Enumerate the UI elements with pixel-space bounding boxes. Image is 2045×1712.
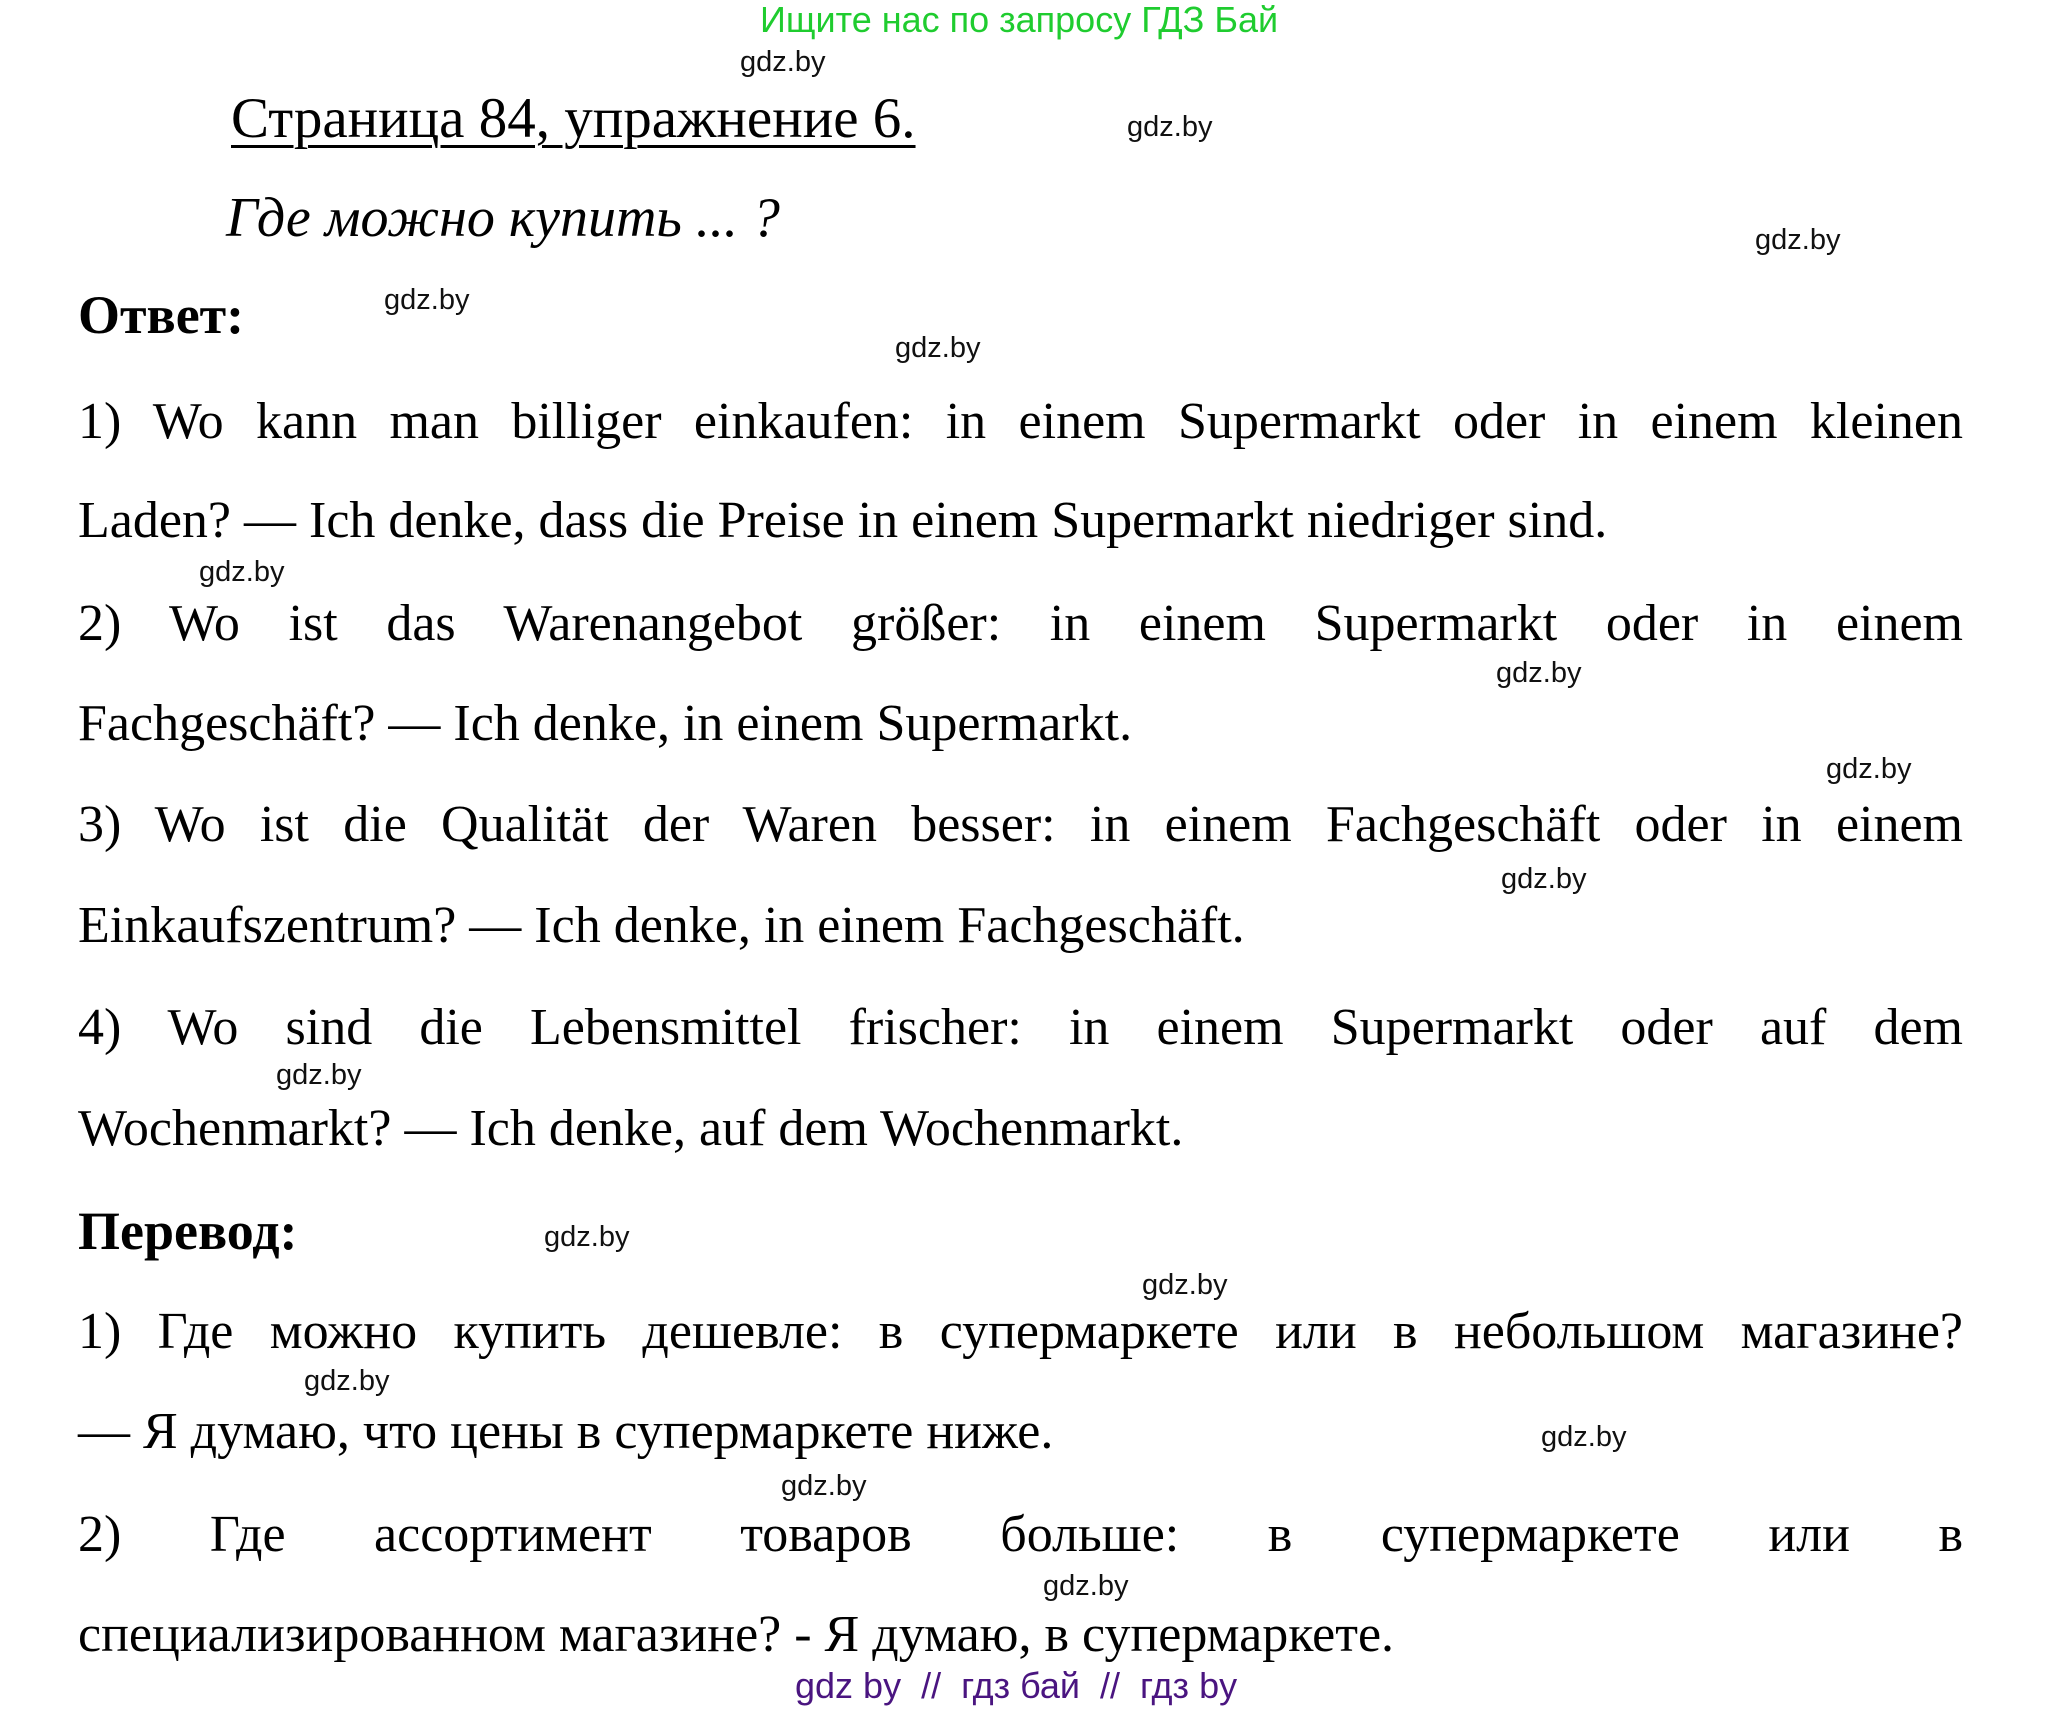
answer-line: 1) Wo kann man billiger einkaufen: in einem Supermarkt oder in einem kleinen [78,393,1963,450]
watermark: gdz.by [304,1365,390,1397]
watermark: gdz.by [199,556,285,588]
exercise-subtitle: Где можно купить ... ? [226,187,780,249]
watermark: gdz.by [1826,753,1912,785]
answer-line: Fachgeschäft? — Ich denke, in einem Supermarkt. [78,695,1133,752]
answer-line: Einkaufszentrum? — Ich denke, in einem Fachgeschäft. [78,897,1245,954]
watermark: gdz.by [1496,657,1582,689]
footer-watermark: gdz by // гдз бай // гдз by [795,1665,1238,1706]
answer-heading: Ответ: [78,285,245,345]
translation-line: 1) Где можно купить дешевле: в супермаркете или в небольшом магазине? [78,1303,1963,1360]
watermark: gdz.by [1755,224,1841,256]
watermark: gdz.by [895,332,981,364]
watermark: gdz.by [740,46,826,78]
translation-line: 2) Где ассортимент товаров больше: в супермаркете или в [78,1506,1963,1563]
watermark: gdz.by [1127,111,1213,143]
watermark: gdz.by [544,1221,630,1253]
watermark: gdz.by [1043,1570,1129,1602]
search-banner: Ищите нас по запросу ГДЗ Бай [760,0,1279,40]
watermark: gdz.by [1501,863,1587,895]
watermark: gdz.by [1541,1421,1627,1453]
page-title: Страница 84, упражнение 6. [231,87,916,150]
watermark: gdz.by [1142,1269,1228,1301]
translation-line: — Я думаю, что цены в супермаркете ниже. [78,1403,1054,1460]
answer-line: 3) Wo ist die Qualität der Waren besser: in einem Fachgeschäft oder in einem [78,796,1963,853]
answer-line: 2) Wo ist das Warenangebot größer: in einem Supermarkt oder in einem [78,595,1963,652]
answer-line: Wochenmarkt? — Ich denke, auf dem Wochenmarkt. [78,1100,1184,1157]
translation-heading: Перевод: [78,1201,298,1261]
watermark: gdz.by [781,1470,867,1502]
translation-line: специализированном магазине? - Я думаю, в супермаркете. [78,1606,1395,1663]
answer-line: 4) Wo sind die Lebensmittel frischer: in einem Supermarkt oder auf dem [78,999,1963,1056]
watermark: gdz.by [384,284,470,316]
watermark: gdz.by [276,1059,362,1091]
answer-line: Laden? — Ich denke, dass die Preise in einem Supermarkt niedriger sind. [78,492,1608,549]
